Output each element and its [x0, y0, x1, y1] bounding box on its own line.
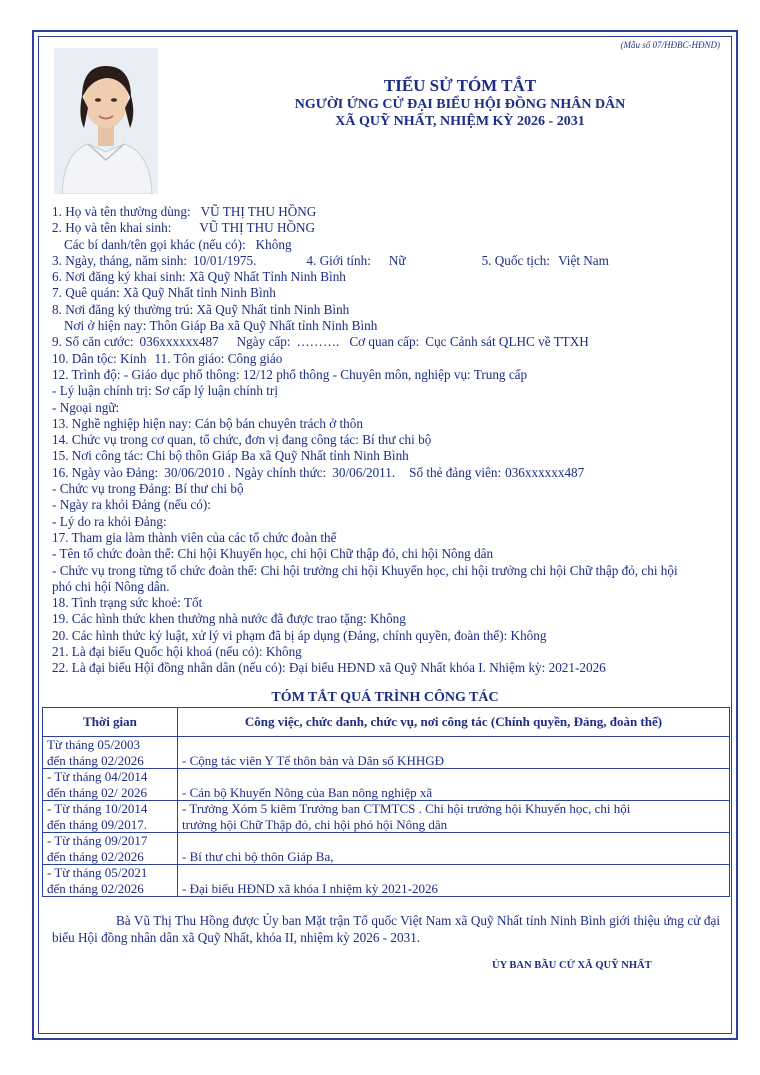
field-common-name: 1. Họ và tên thường dùng: VŨ THỊ THU HỒNG	[52, 204, 317, 219]
cell-time: - Từ tháng 10/2014 đến tháng 09/2017.	[43, 801, 178, 833]
field-ethnicity-religion: 10. Dân tộc: Kinh 11. Tôn giáo: Công giáo	[52, 350, 283, 366]
cell-time: - Từ tháng 04/2014 đến tháng 02/ 2026	[43, 769, 178, 801]
field-party-leave-date: - Ngày ra khỏi Đảng (nếu có):	[52, 497, 211, 513]
closing-paragraph: Bà Vũ Thị Thu Hồng được Ủy ban Mặt trận Tổ quốc Việt Nam xã Quỹ Nhất tỉnh Ninh Bình giới thiệu ứng cử đại biểu Hội đồng nhân dân xã Quỹ Nhất, khóa II, nhiệm kỳ 2026 - 2031.	[52, 913, 720, 945]
table-row	[43, 769, 730, 801]
table-row	[43, 865, 730, 897]
field-occupation: 13. Nghề nghiệp hiện nay: Cán bộ bán chuyên trách ở thôn	[52, 415, 363, 431]
field-birth-date-gender-nationality: 3. Ngày, tháng, năm sinh: 10/01/1975. 4. Giới tính: Nữ 5. Quốc tịch: Việt Nam	[52, 252, 609, 268]
career-table-header	[43, 708, 730, 737]
header-work: Công việc, chức danh, chức vụ, nơi công tác (Chính quyền, Đảng, đoàn thể)	[178, 708, 730, 737]
form-code: (Mẫu số 07/HĐBC-HĐND)	[620, 40, 720, 50]
cell-work: - Cán bộ Khuyến Nông của Ban nông nghiệp xã	[178, 769, 730, 801]
field-political-theory: - Lý luận chính trị: Sơ cấp lý luận chính trị	[52, 383, 278, 399]
field-party-position: - Chức vụ trong Đảng: Bí thư chi bộ	[52, 481, 244, 497]
field-alias: Các bí danh/tên gọi khác (nếu có): Không	[64, 236, 292, 252]
field-awards: 19. Các hình thức khen thưởng nhà nước đã được trao tặng: Không	[52, 611, 406, 627]
field-party-join: 16. Ngày vào Đảng: 30/06/2010 . Ngày chính thức: 30/06/2011. Số thẻ đảng viên: 036xxxxxx487	[52, 464, 585, 480]
field-position: 14. Chức vụ trong cơ quan, tổ chức, đơn vị đang công tác: Bí thư chi bộ	[52, 432, 432, 448]
career-section-title: TÓM TẮT QUÁ TRÌNH CÔNG TÁC	[271, 690, 499, 705]
table-row	[43, 737, 730, 769]
cell-time: - Từ tháng 05/2021 đến tháng 02/2026	[43, 865, 178, 897]
candidate-photo	[54, 48, 158, 194]
table-row	[43, 801, 730, 833]
field-education: 12. Trình độ: - Giáo dục phổ thông: 12/12 phổ thông - Chuyên môn, nghiệp vụ: Trung cấp	[52, 366, 528, 382]
field-party-leave-reason: - Lý do ra khỏi Đảng:	[52, 513, 167, 529]
field-current-residence: Nơi ở hiện nay: Thôn Giáp Ba xã Quỹ Nhất tỉnh Ninh Bình	[64, 318, 378, 334]
cell-work: - Đại biểu HĐND xã khóa I nhiệm kỳ 2021-2026	[178, 865, 730, 897]
field-discipline: 20. Các hình thức kỷ luật, xử lý vi phạm đã bị áp dụng (Đảng, chính quyền, đoàn thể): Không	[52, 627, 547, 643]
document-title-block	[220, 76, 700, 130]
cell-work: - Cộng tác viên Y Tế thôn bản và Dân số KHHGĐ	[178, 737, 730, 769]
cell-time: - Từ tháng 09/2017 đến tháng 02/2026	[43, 833, 178, 865]
portrait-image	[54, 48, 158, 194]
document-subtitle-2: XÃ QUỸ NHẤT, NHIỆM KỲ 2026 - 2031	[335, 114, 585, 129]
field-health: 18. Tình trạng sức khoẻ: Tốt	[52, 595, 203, 611]
cell-work: - Trưởng Xóm 5 kiêm Trưởng ban CTMTCS . Chi hội trưởng hội Khuyến học, chi hội trưởng hội Chữ Thập đỏ, chi hội phó hội Nông dân	[178, 801, 730, 833]
field-peoples-council: 22. Là đại biểu Hội đồng nhân dân (nếu có): Đại biểu HĐND xã Quỹ Nhất khóa I. Nhiệm kỳ: 2021-2026	[52, 660, 606, 676]
field-id-card: 9. Số căn cước: 036xxxxxx487 Ngày cấp: ………. Cơ quan cấp: Cục Cảnh sát QLHC về TTXH	[52, 334, 589, 350]
field-organization-names: - Tên tổ chức đoàn thể: Chi hội Khuyến học, chi hội Chữ thập đỏ, chi hội Nông dân	[52, 546, 494, 562]
field-permanent-residence: 8. Nơi đăng ký thường trú: Xã Quỹ Nhất tỉnh Ninh Bình	[52, 301, 350, 317]
field-hometown: 7. Quê quán: Xã Quỹ Nhất tỉnh Ninh Bình	[52, 285, 276, 301]
field-organizations: 17. Tham gia làm thành viên của các tổ chức đoàn thể	[52, 529, 337, 545]
field-workplace: 15. Nơi công tác: Chi bộ thôn Giáp Ba xã Quỹ Nhất tỉnh Ninh Bình	[52, 448, 409, 464]
field-organization-positions-cont: phó chi hội Nông dân.	[52, 578, 170, 594]
document-title: TIỂU SỬ TÓM TẮT	[383, 76, 537, 95]
field-foreign-language: - Ngoại ngữ:	[52, 399, 120, 415]
cell-time: Từ tháng 05/2003 đến tháng 02/2026	[43, 737, 178, 769]
field-national-assembly: 21. Là đại biểu Quốc hội khoá (nếu có): Không	[52, 644, 302, 660]
document-subtitle-1: NGƯỜI ỨNG CỬ ĐẠI BIỂU HỘI ĐỒNG NHÂN DÂN	[294, 97, 626, 112]
biography-fields	[52, 204, 732, 677]
career-table	[42, 707, 730, 897]
cell-work: - Bí thư chi bộ thôn Giáp Ba,	[178, 833, 730, 865]
field-birth-name: 2. Họ và tên khai sinh: VŨ THỊ THU HỒNG	[52, 220, 316, 236]
header-time: Thời gian	[43, 708, 178, 737]
field-birth-registration: 6. Nơi đăng ký khai sinh: Xã Quỹ Nhất Tỉnh Ninh Bình	[52, 269, 346, 285]
table-row	[43, 833, 730, 865]
committee-signature: ỦY BAN BẦU CỬ XÃ QUỸ NHẤT	[492, 960, 652, 971]
field-organization-positions: - Chức vụ trong từng tổ chức đoàn thể: Chi hội trưởng chi hội Khuyến học, chi hội trưởng chi hội Chữ thập đỏ, chi hội	[52, 562, 678, 578]
